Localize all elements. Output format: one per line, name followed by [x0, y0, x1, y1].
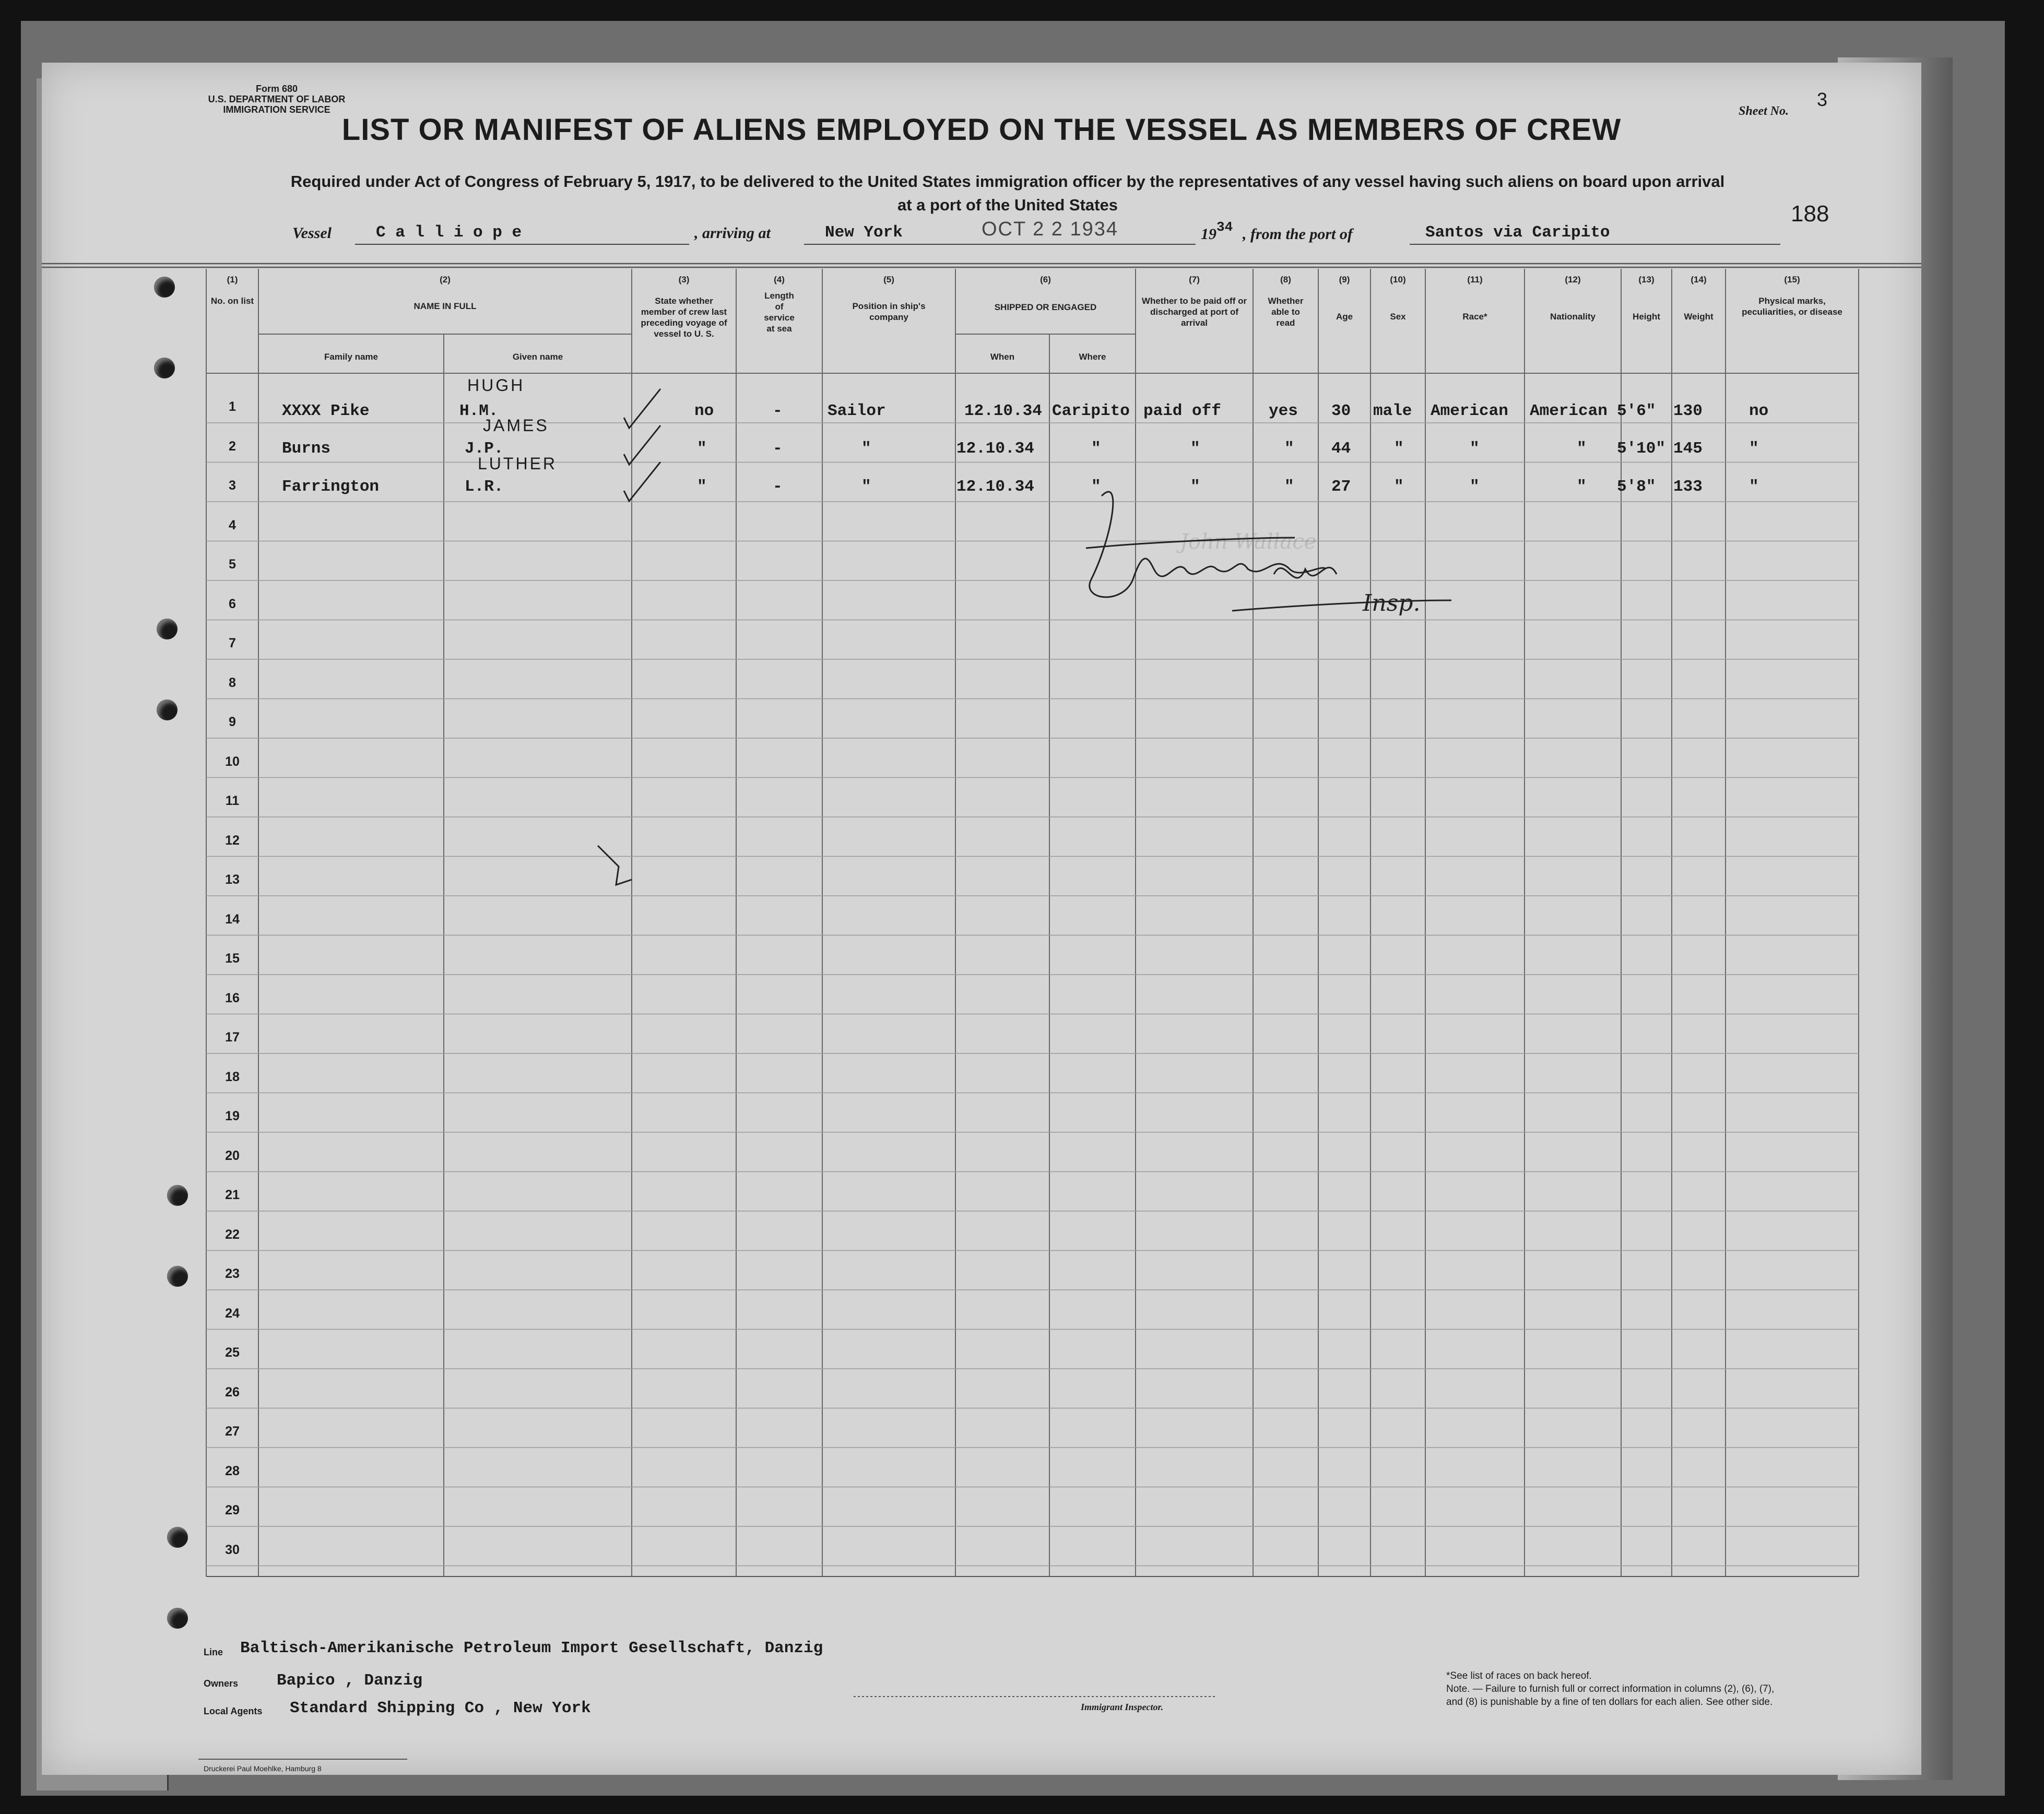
subtitle-line-2: at a port of the United States: [897, 196, 1118, 214]
pencil-mark: [598, 846, 632, 885]
row-3-marks: ": [1749, 478, 1759, 496]
col-6-header: (6) SHIPPED OR ENGAGED: [994, 275, 1097, 312]
row-1-given-handwritten: HUGH: [467, 376, 525, 395]
service-name: IMMIGRATION SERVICE: [223, 104, 330, 115]
row-1-age: 30: [1331, 402, 1351, 420]
page-number: 188: [1791, 201, 1829, 227]
row-number: 13: [225, 872, 240, 887]
department: U.S. DEPARTMENT OF LABOR: [208, 94, 346, 104]
row-2-where: ": [1091, 440, 1101, 458]
row-1-race: American: [1431, 402, 1508, 420]
row-number: 3: [229, 478, 236, 493]
punch-hole: [167, 1527, 188, 1548]
owners-value: Bapico , Danzig: [277, 1671, 423, 1690]
row-1-family: XXXX Pike: [282, 402, 370, 420]
note-1: *See list of races on back hereof.: [1446, 1670, 1592, 1681]
row-1-when: 12.10.34: [964, 402, 1042, 420]
printer-credit: Druckerei Paul Moehlke, Hamburg 8: [204, 1764, 322, 1773]
row-3-read: ": [1284, 478, 1294, 496]
sheet-no-label: Sheet No.: [1739, 104, 1789, 118]
row-number: 16: [225, 990, 240, 1005]
punch-hole: [167, 1185, 188, 1206]
row-3-given-handwritten: LUTHER: [478, 454, 558, 473]
row-2-race: ": [1470, 440, 1480, 458]
col-12-header: (12) Nationality: [1550, 275, 1596, 322]
sheet-no-value: 3: [1817, 89, 1828, 110]
col-2-header: (2) NAME IN FULL: [413, 275, 477, 311]
row-3-position: ": [861, 478, 871, 496]
punch-hole: [157, 699, 178, 720]
row-2-given-handwritten: JAMES: [483, 416, 549, 435]
row-1-marks: no: [1749, 402, 1769, 420]
arriving-label: , arriving at: [694, 224, 771, 242]
row-number: 23: [225, 1266, 240, 1281]
punch-hole: [157, 619, 178, 639]
row-number: 29: [225, 1503, 240, 1517]
row-3-race: ": [1470, 478, 1480, 496]
row-2-position: ": [861, 440, 871, 458]
row-2-nationality: ": [1577, 440, 1587, 458]
row-number: 28: [225, 1463, 240, 1478]
row-number: 20: [225, 1148, 240, 1163]
row-number: 12: [225, 833, 240, 848]
row-2-age: 44: [1331, 440, 1351, 458]
punch-hole: [167, 1266, 188, 1287]
row-3-sex: ": [1394, 478, 1404, 496]
col-8-header: (8) Whether able to read: [1268, 275, 1304, 328]
row-2-weight: 145: [1673, 440, 1703, 458]
agents-label: Local Agents: [204, 1706, 263, 1716]
where-subheader: Where: [1079, 352, 1106, 362]
row-number: 9: [229, 715, 236, 729]
row-3-prev-voyage: ": [697, 478, 707, 496]
line-label: Line: [204, 1647, 223, 1657]
subtitle-line-1: Required under Act of Congress of February 5, 1917, to be delivered to the United States immigration officer by the representatives of any vessel having such aliens on board upon arrival: [290, 172, 1725, 191]
row-3-paid: ": [1190, 478, 1200, 496]
row-3-height: 5'8": [1617, 478, 1656, 496]
inspector-label: Immigrant Inspector.: [1081, 1702, 1164, 1712]
row-number: 14: [225, 911, 240, 927]
row-2-height: 5'10": [1617, 440, 1666, 458]
note-2: Note. — Failure to furnish full or correct information in columns (2), (6), (7),: [1446, 1683, 1775, 1694]
row-1-given: H.M.: [459, 402, 499, 420]
row-number: 22: [225, 1227, 240, 1242]
row-number: 8: [229, 675, 236, 690]
row-number: 30: [225, 1542, 240, 1557]
row-number: 26: [225, 1384, 240, 1400]
row-number: 11: [225, 793, 240, 808]
agents-value: Standard Shipping Co , New York: [290, 1699, 591, 1717]
row-number: 4: [229, 517, 236, 532]
punch-hole: [154, 358, 175, 378]
row-1-paid: paid off: [1143, 402, 1221, 420]
row-2-paid: ": [1190, 440, 1200, 458]
row-2-service: -: [773, 440, 783, 458]
year-prefix: 19: [1201, 226, 1216, 243]
row-3-given: L.R.: [465, 478, 504, 496]
signature-name: John Wallace: [1180, 530, 1317, 554]
col-7-header: (7) Whether to be paid off or discharged at port of arrival: [1141, 275, 1247, 328]
row-2-marks: ": [1749, 440, 1759, 458]
row-number: 21: [225, 1188, 240, 1202]
vessel-name: C a l l i o p e: [376, 223, 522, 242]
row-number: 2: [229, 438, 236, 454]
row-number: 7: [229, 636, 236, 650]
col-3-header: (3) State whether member of crew last preceding voyage of vessel to U. S.: [641, 275, 727, 339]
row-1-position: Sailor: [828, 402, 886, 420]
row-number: 6: [229, 596, 236, 611]
form-number: Form 680: [255, 84, 298, 94]
row-2-read: ": [1284, 440, 1294, 458]
row-number: 25: [225, 1345, 240, 1360]
row-number: 19: [225, 1109, 240, 1123]
row-number: 15: [225, 951, 240, 966]
when-subheader: When: [990, 352, 1015, 362]
row-1-prev-voyage: no: [694, 402, 714, 420]
row-1-height: 5'6": [1617, 402, 1656, 420]
vessel-label: Vessel: [292, 224, 332, 242]
col-13-header: (13) Height: [1633, 275, 1660, 322]
line-value: Baltisch-Amerikanische Petroleum Import Gesellschaft, Danzig: [240, 1639, 823, 1657]
row-3-weight: 133: [1673, 478, 1703, 496]
col-14-header: (14) Weight: [1684, 275, 1714, 322]
manifest-sheet: [42, 63, 1921, 1775]
row-3-nationality: ": [1577, 478, 1587, 496]
row-number: 1: [229, 399, 236, 414]
row-1-read: yes: [1269, 402, 1298, 420]
arriving-port: New York: [825, 223, 903, 242]
col-15-header: (15) Physical marks, peculiarities, or disease: [1742, 275, 1842, 317]
row-3-where: ": [1091, 478, 1101, 496]
row-2-prev-voyage: ": [697, 440, 707, 458]
from-port-label: , from the port of: [1243, 226, 1353, 243]
row-3-service: -: [773, 478, 783, 496]
row-number: 24: [225, 1306, 240, 1321]
page-title: LIST OR MANIFEST OF ALIENS EMPLOYED ON THE VESSEL AS MEMBERS OF CREW: [341, 113, 1622, 147]
row-1-weight: 130: [1673, 402, 1703, 420]
from-port: Santos via Caripito: [1425, 223, 1610, 242]
row-number: 10: [225, 754, 240, 769]
row-2-given: J.P.: [465, 440, 504, 458]
col-9-header: (9) Age: [1336, 275, 1353, 322]
punch-hole: [154, 277, 175, 298]
note-3: and (8) is punishable by a fine of ten dollars for each alien. See other side.: [1446, 1697, 1773, 1708]
row-3-age: 27: [1331, 478, 1351, 496]
family-name-subheader: Family name: [324, 352, 378, 362]
row-number: 17: [225, 1030, 240, 1045]
col-10-header: (10) Sex: [1390, 275, 1406, 322]
row-1-sex: male: [1373, 402, 1412, 420]
crew-rows: [42, 376, 1921, 519]
given-name-subheader: Given name: [512, 352, 563, 362]
row-1-nationality: American: [1530, 402, 1608, 420]
col-1-header: (1) No. on list: [210, 275, 254, 306]
year-suffix: 34: [1216, 219, 1233, 235]
row-2-family: Burns: [282, 440, 331, 458]
col-4-header: (4) Length of service at sea: [764, 275, 795, 334]
col-5-header: (5) Position in ship's company: [852, 275, 926, 322]
owners-label: Owners: [204, 1678, 239, 1689]
row-3-family: Farrington: [282, 478, 380, 496]
row-3-when: 12.10.34: [956, 478, 1034, 496]
row-number: 27: [225, 1424, 240, 1439]
col-11-header: (11) Race*: [1462, 275, 1487, 322]
row-2-sex: ": [1394, 440, 1404, 458]
row-1-where: Caripito: [1052, 402, 1130, 420]
signature-title: Insp.: [1363, 590, 1421, 616]
row-1-service: -: [773, 402, 783, 420]
row-number: 18: [225, 1069, 240, 1084]
row-2-when: 12.10.34: [956, 440, 1034, 458]
punch-hole: [167, 1608, 188, 1629]
row-number: 5: [229, 557, 236, 572]
arrival-date-stamp: OCT 2 2 1934: [982, 218, 1119, 240]
